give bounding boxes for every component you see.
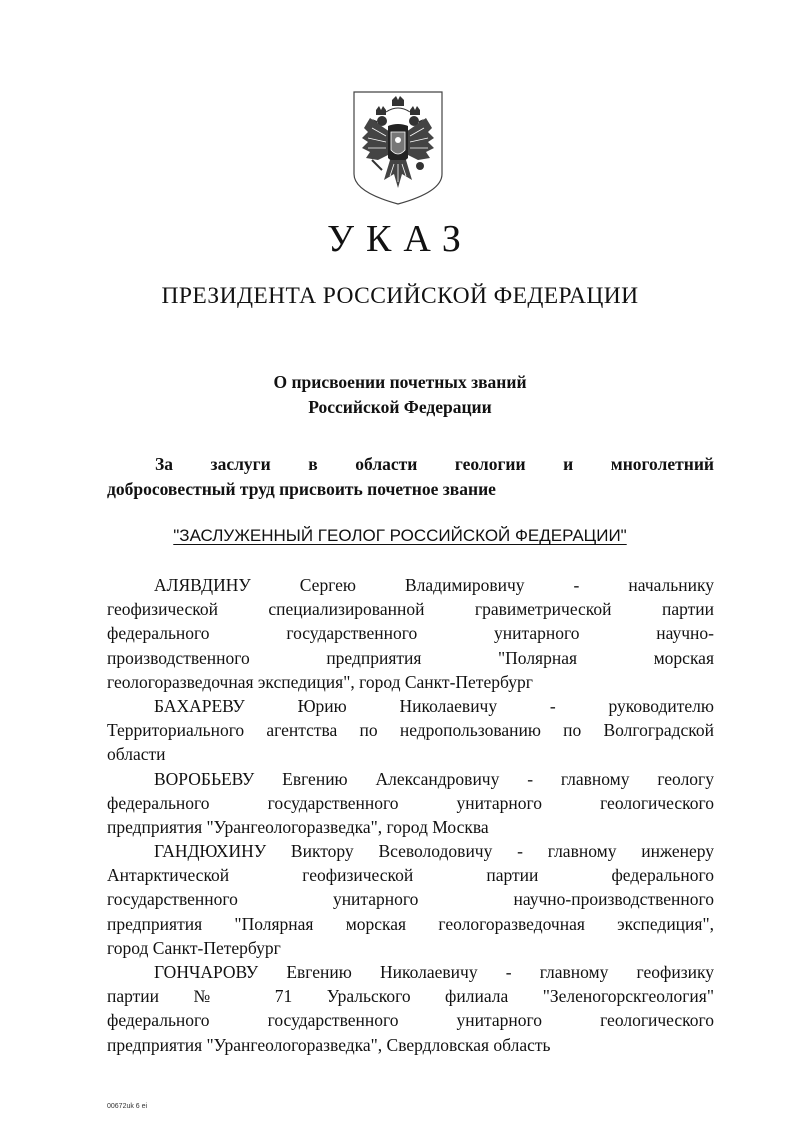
intro-line: За заслуги в области геологии и многолетний <box>155 454 714 474</box>
entry-line: предприятия "Урангеологоразведка", Свердловская область <box>107 1034 551 1055</box>
entry-line: геологоразведочная экспедиция", город Санкт-Петербург <box>107 671 533 692</box>
document-title <box>0 370 800 420</box>
document-title-line: Российской Федерации <box>308 397 492 417</box>
document-code: 00672uk 6 ei <box>107 1103 148 1110</box>
intro-paragraph <box>107 452 714 502</box>
coat-of-arms-icon <box>350 88 446 208</box>
entry-line: области <box>107 744 166 765</box>
entry-line: ГАНДЮХИНУ Виктору Всеволодовичу - главному инженеру <box>154 841 714 862</box>
awardee-entry <box>107 694 714 767</box>
entry-line: предприятия "Полярная морская геологоразведочная экспедиция", <box>107 913 714 934</box>
entry-line: Территориального агентства по недропользованию по Волгоградской <box>107 720 714 741</box>
emblem-image <box>350 88 446 208</box>
honorary-title-text: "ЗАСЛУЖЕННЫЙ ГЕОЛОГ РОССИЙСКОЙ ФЕДЕРАЦИИ" <box>173 526 627 545</box>
decree-heading: УКАЗ <box>327 218 473 260</box>
entry-line: ГОНЧАРОВУ Евгению Николаевичу - главному геофизику <box>154 962 714 982</box>
entry-line: ВОРОБЬЕВУ Евгению Александровичу - главному геологу <box>154 768 714 789</box>
awardee-entry <box>107 960 714 1057</box>
entry-line: АЛЯВДИНУ Сергею Владимировичу - начальнику <box>154 575 714 595</box>
intro-line: добросовестный труд присвоить почетное звание <box>107 479 496 499</box>
document-title-line: О присвоении почетных званий <box>273 372 527 392</box>
decree-subtitle: ПРЕЗИДЕНТА РОССИЙСКОЙ ФЕДЕРАЦИИ <box>161 283 639 309</box>
entry-line: федерального государственного унитарного геологического <box>107 1010 714 1031</box>
entry-line: Антарктической геофизической партии федерального <box>107 865 714 886</box>
entry-line: партии № 71 Уральского филиала "Зеленогорскгеология" <box>107 986 714 1007</box>
entry-line: город Санкт-Петербург <box>107 937 281 958</box>
awardee-entry <box>107 839 714 960</box>
awardee-entry <box>107 767 714 840</box>
entry-line: БАХАРЕВУ Юрию Николаевичу - руководителю <box>154 695 714 716</box>
entry-line: предприятия "Урангеологоразведка", город Москва <box>107 816 489 837</box>
awardee-entry <box>107 573 714 694</box>
entry-line: геофизической специализированной гравиметрической партии <box>107 599 714 620</box>
awardee-list <box>107 573 714 1057</box>
entry-line: государственного унитарного научно-производственного <box>107 889 714 910</box>
entry-line: федерального государственного унитарного геологического <box>107 792 714 813</box>
entry-line: федерального государственного унитарного научно- <box>107 623 714 644</box>
honorary-title <box>0 522 800 549</box>
entry-line: производственного предприятия "Полярная морская <box>107 647 714 668</box>
